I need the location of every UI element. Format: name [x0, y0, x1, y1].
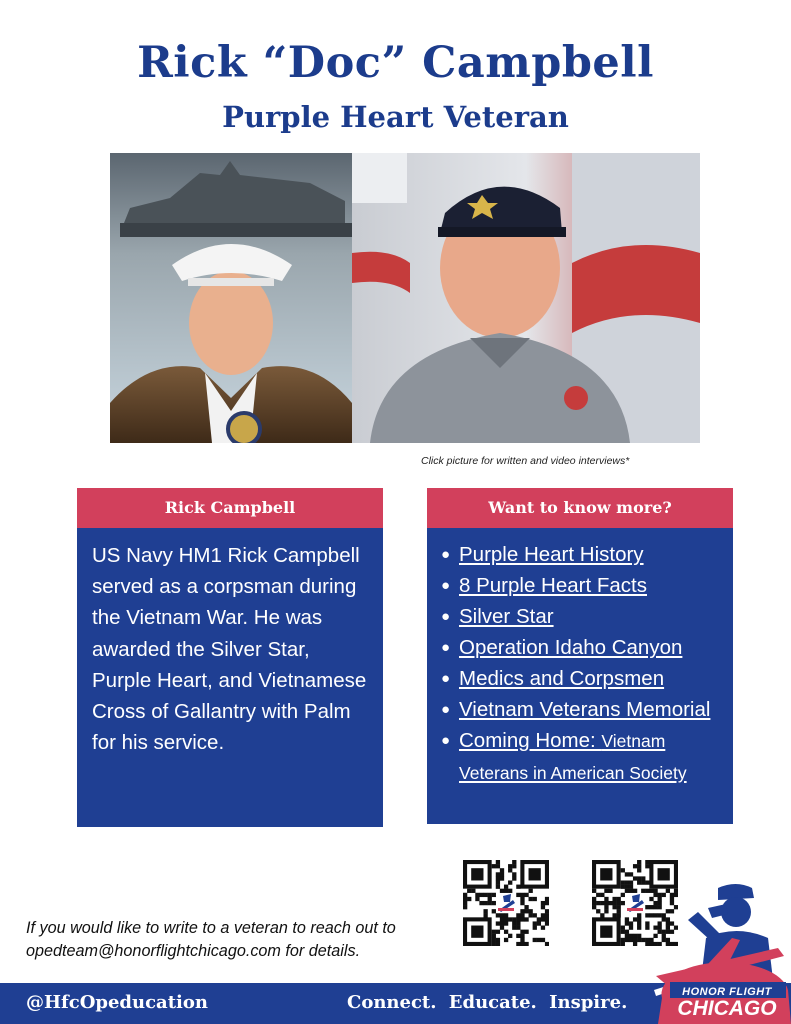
link-operation-idaho-canyon[interactable]: Operation Idaho Canyon	[459, 636, 683, 659]
list-item	[441, 539, 725, 570]
logo-text-chicago: CHICAGO	[677, 997, 777, 1020]
bullet-icon: ●	[441, 732, 451, 749]
links-panel	[427, 488, 733, 824]
veteran-photo-link[interactable]	[110, 153, 700, 443]
link-medics-corpsmen[interactable]: Medics and Corpsmen	[459, 667, 665, 690]
page-title: Rick “Doc” Campbell	[137, 38, 654, 88]
link-purple-heart-facts[interactable]: 8 Purple Heart Facts	[459, 574, 647, 597]
list-item	[441, 570, 725, 601]
list-item	[441, 632, 725, 663]
bullet-icon: ●	[441, 639, 451, 656]
bio-panel	[77, 488, 383, 827]
bullet-icon: ●	[441, 670, 451, 687]
veteran-photo	[110, 153, 700, 443]
link-purple-heart-history[interactable]: Purple Heart History	[459, 543, 644, 566]
qr-code-icon[interactable]	[463, 860, 549, 946]
page-subtitle: Purple Heart Veteran	[222, 100, 569, 134]
social-handle[interactable]: @HfcOpeducation	[26, 992, 208, 1013]
contact-note	[26, 917, 396, 963]
links-panel-heading: Want to know more?	[427, 488, 733, 528]
bullet-icon: ●	[441, 577, 451, 594]
bio-text: US Navy HM1 Rick Campbell served as a corpsman during the Vietnam War. He was awarded the Silver Star, Purple Heart, and Vietnamese Cross of Gallantry with Palm for his service.	[92, 544, 367, 755]
photo-caption: Click picture for written and video interviews*	[421, 455, 630, 467]
bullet-icon: ●	[441, 701, 451, 718]
link-coming-home-label: Coming Home:	[459, 729, 602, 752]
list-item	[441, 725, 725, 789]
link-silver-star[interactable]: Silver Star	[459, 605, 554, 628]
contact-email-line: opedteam@honorflightchicago.com for details.	[26, 942, 361, 960]
bullet-icon: ●	[441, 546, 451, 563]
links-list	[427, 528, 733, 789]
bio-panel-heading: Rick Campbell	[77, 488, 383, 528]
list-item	[441, 694, 725, 725]
link-coming-home-sub: Vietnam Veterans in American Society	[459, 731, 687, 783]
honor-flight-logo-icon	[648, 878, 791, 1024]
tagline: Connect. Educate. Inspire.	[347, 992, 628, 1013]
link-coming-home[interactable]	[459, 729, 687, 784]
list-item	[441, 663, 725, 694]
logo-text-honor-flight: HONOR FLIGHT	[682, 986, 772, 998]
contact-line-1: If you would like to write to a veteran to reach out to	[26, 919, 396, 937]
link-vietnam-memorial[interactable]: Vietnam Veterans Memorial	[459, 698, 711, 721]
bullet-icon: ●	[441, 608, 451, 625]
list-item	[441, 601, 725, 632]
